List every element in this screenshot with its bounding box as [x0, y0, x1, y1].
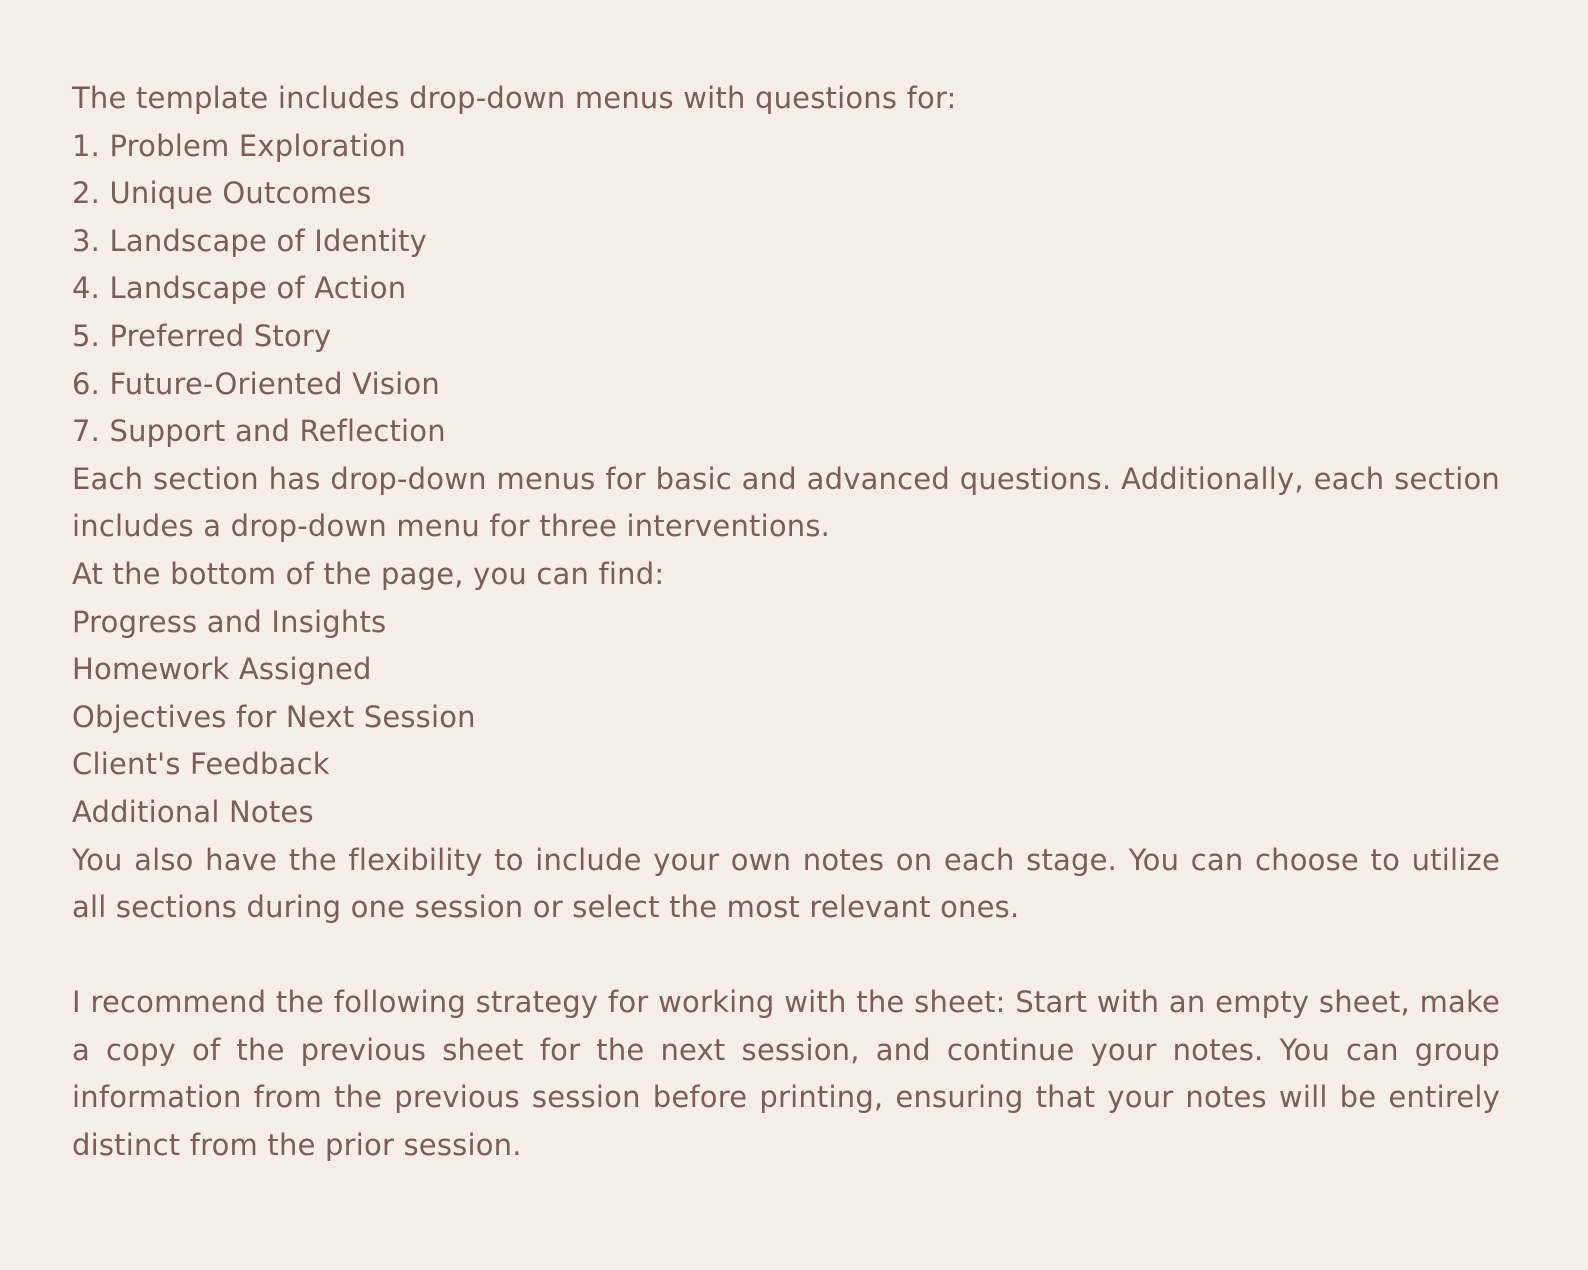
paragraph-gap [72, 932, 1500, 980]
section-list [72, 123, 1500, 456]
recommendation-paragraph: I recommend the following strategy for working with the sheet: Start with an empty sheet, make a copy of the previous sheet for the next session, and continue your notes. You can group information from the previous session before printing, ensuring that your notes will be entirely distinct from the prior session. [72, 985, 1500, 1163]
list-item: Client's Feedback [72, 747, 330, 782]
bottom-intro-text: At the bottom of the page, you can find: [72, 556, 665, 591]
list-item: 6. Future-Oriented Vision [72, 366, 440, 401]
list-item: 5. Preferred Story [72, 318, 332, 353]
list-item: 4. Landscape of Action [72, 271, 407, 306]
flexibility-note: You also have the flexibility to include your own notes on each stage. You can choose to utilize all sections during one session or select the most relevant ones. [72, 842, 1500, 925]
list-item: 7. Support and Reflection [72, 414, 446, 449]
list-item: 3. Landscape of Identity [72, 223, 428, 258]
document-body [72, 75, 1500, 1170]
intro-text: The template includes drop-down menus with questions for: [72, 81, 957, 115]
list-item: Progress and Insights [72, 604, 387, 639]
list-item: Objectives for Next Session [72, 699, 476, 734]
list-item: Homework Assigned [72, 652, 372, 687]
bottom-item-list [72, 599, 1500, 837]
list-item: 2. Unique Outcomes [72, 176, 372, 211]
sections-note: Each section has drop-down menus for basic and advanced questions. Additionally, each section includes a drop-down menu for three interventions. [72, 461, 1500, 544]
list-item: 1. Problem Exploration [72, 128, 407, 163]
list-item: Additional Notes [72, 794, 314, 829]
